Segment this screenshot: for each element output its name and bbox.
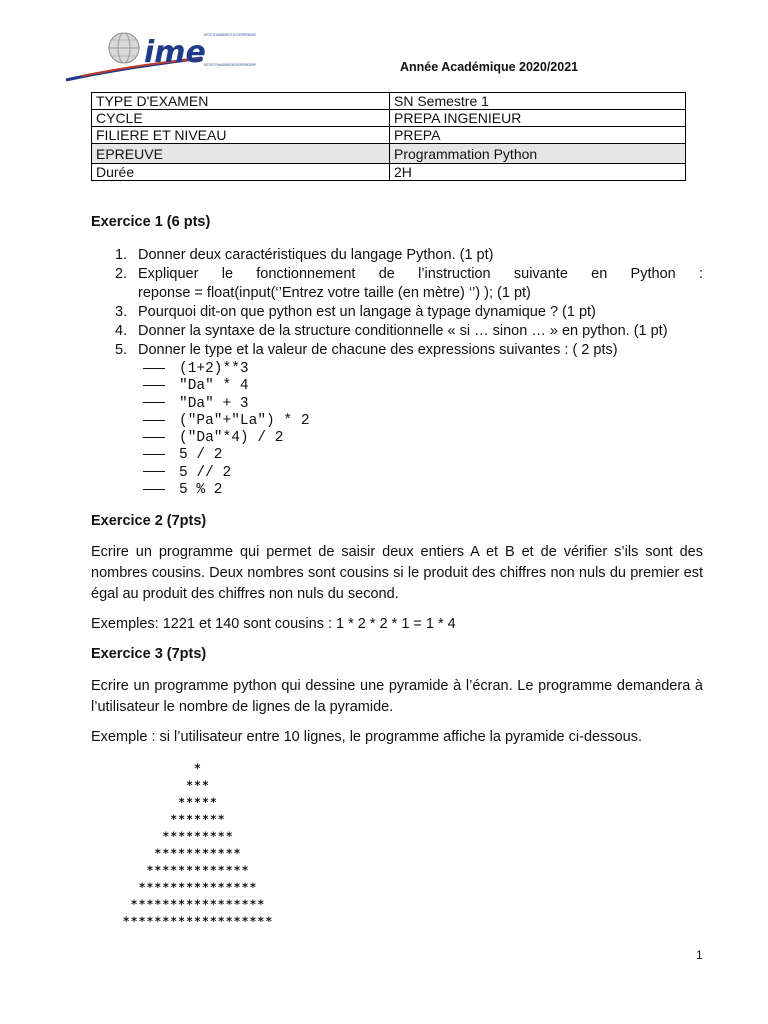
exercise-2-title: Exercice 2 (7pts)	[91, 513, 207, 529]
exercise-2-text: Ecrire un programme qui permet de saisir deux entiers A et B et de vérifier s’ils sont des nombres cousins. Deux nombres sont cousins si le produit des chiffres non nuls du premier est égal au produit des chiffres non nuls du second.	[91, 544, 703, 602]
list-item	[91, 246, 703, 265]
expression-item	[143, 447, 310, 464]
table-label: TYPE D'EXAMEN	[92, 93, 390, 110]
dash-bullet-icon	[143, 385, 165, 386]
pyramid-row: ***************	[138, 880, 258, 894]
table-label: Durée	[92, 164, 390, 181]
pyramid-row: *******************	[122, 914, 274, 928]
logo-tagline-fr: INSTITUT DE MANAGEMENT ET DE L'ENTREPRENEURIAT	[204, 33, 257, 37]
expression-text: "Da" * 4	[179, 378, 249, 395]
expression-text: 5 % 2	[179, 482, 223, 499]
table-row	[92, 110, 686, 127]
table-value: Programmation Python	[390, 144, 686, 164]
exercise-3-example: Exemple : si l’utilisateur entre 10 lignes, le programme affiche la pyramide ci-dessous.	[91, 729, 642, 745]
table-value: PREPA	[390, 127, 686, 144]
expression-item	[143, 361, 310, 378]
pyramid-row: ***	[186, 778, 210, 792]
question-text: Donner le type et la valeur de chacune des expressions suivantes : ( 2 pts)	[138, 342, 618, 358]
question-number: 4.	[115, 323, 128, 339]
pyramid-row: *******	[170, 812, 226, 826]
expression-item	[143, 430, 310, 447]
pyramid-row: *****************	[130, 897, 266, 911]
dash-bullet-icon	[143, 402, 165, 403]
pyramid-row: *********	[162, 829, 234, 843]
expression-text: ("Pa"+"La") * 2	[179, 412, 310, 429]
pyramid-row: *	[194, 761, 202, 775]
question-number: 2.	[115, 266, 128, 282]
expression-text: (1+2)**3	[179, 361, 249, 377]
list-item	[91, 341, 703, 360]
exercise-3-text: Ecrire un programme python qui dessine une pyramide à l’écran. Le programme demandera à l’utilisateur le nombre de lignes de la pyramide.	[91, 678, 703, 715]
list-item	[91, 322, 703, 341]
exercise-1-questions	[91, 246, 703, 360]
question-text: Donner deux caractéristiques du langage Python. (1 pt)	[138, 247, 494, 263]
expression-item	[143, 413, 310, 430]
exam-info-table	[91, 92, 686, 181]
table-row	[92, 93, 686, 110]
question-number: 1.	[115, 247, 128, 263]
list-item	[91, 303, 703, 322]
academic-year: Année Académique 2020/2021	[400, 60, 579, 74]
table-value: SN Semestre 1	[390, 93, 686, 110]
dash-bullet-icon	[143, 368, 165, 369]
question-text: Donner la syntaxe de la structure conditionnelle « si … sinon … » en python. (1 pt)	[138, 323, 668, 339]
pyramid-row: *************	[146, 863, 250, 877]
table-value: 2H	[390, 164, 686, 181]
expression-item	[143, 465, 310, 482]
expression-item	[143, 482, 310, 499]
list-item	[91, 265, 703, 303]
pyramid-row: ***********	[154, 846, 242, 860]
table-row	[92, 144, 686, 164]
dash-bullet-icon	[143, 489, 165, 490]
question-number: 3.	[115, 304, 128, 320]
dash-bullet-icon	[143, 454, 165, 455]
expression-list	[143, 361, 310, 499]
question-text: Pourquoi dit-on que python est un langage à typage dynamique ? (1 pt)	[138, 304, 596, 320]
expression-item	[143, 396, 310, 413]
page-number: 1	[696, 948, 703, 962]
table-label: FILIERE ET NIVEAU	[92, 127, 390, 144]
expression-item	[143, 378, 310, 395]
table-label: CYCLE	[92, 110, 390, 127]
logo-letters: ime	[144, 35, 206, 70]
table-value: PREPA INGENIEUR	[390, 110, 686, 127]
dash-bullet-icon	[143, 420, 165, 421]
expression-text: "Da" + 3	[179, 395, 249, 412]
logo-tagline-en: INSTITUTE OF MANAGEMENT AND ENTREPRENEURSHIP	[204, 63, 257, 67]
table-row	[92, 127, 686, 144]
expression-text: ("Da"*4) / 2	[179, 430, 284, 447]
exercise-2-example: Exemples: 1221 et 140 sont cousins : 1 * 2 * 2 * 1 = 1 * 4	[91, 616, 456, 632]
question-text-line2: reponse = float(input(‘’Entrez votre taille (en mètre) ‘’) ); (1 pt)	[138, 285, 531, 301]
question-number: 5.	[115, 342, 128, 358]
table-row	[92, 164, 686, 181]
pyramid-output	[92, 760, 304, 930]
dash-bullet-icon	[143, 437, 165, 438]
question-text: Expliquer le fonctionnement de l’instruction suivante en Python :	[138, 266, 703, 282]
dash-bullet-icon	[143, 471, 165, 472]
ime-logo	[62, 28, 262, 84]
expression-text: 5 // 2	[179, 464, 232, 481]
table-label: EPREUVE	[92, 144, 390, 164]
pyramid-row: *****	[178, 795, 218, 809]
expression-text: 5 / 2	[179, 447, 223, 464]
exercise-1-title: Exercice 1 (6 pts)	[91, 214, 211, 230]
exercise-3-title: Exercice 3 (7pts)	[91, 646, 207, 662]
